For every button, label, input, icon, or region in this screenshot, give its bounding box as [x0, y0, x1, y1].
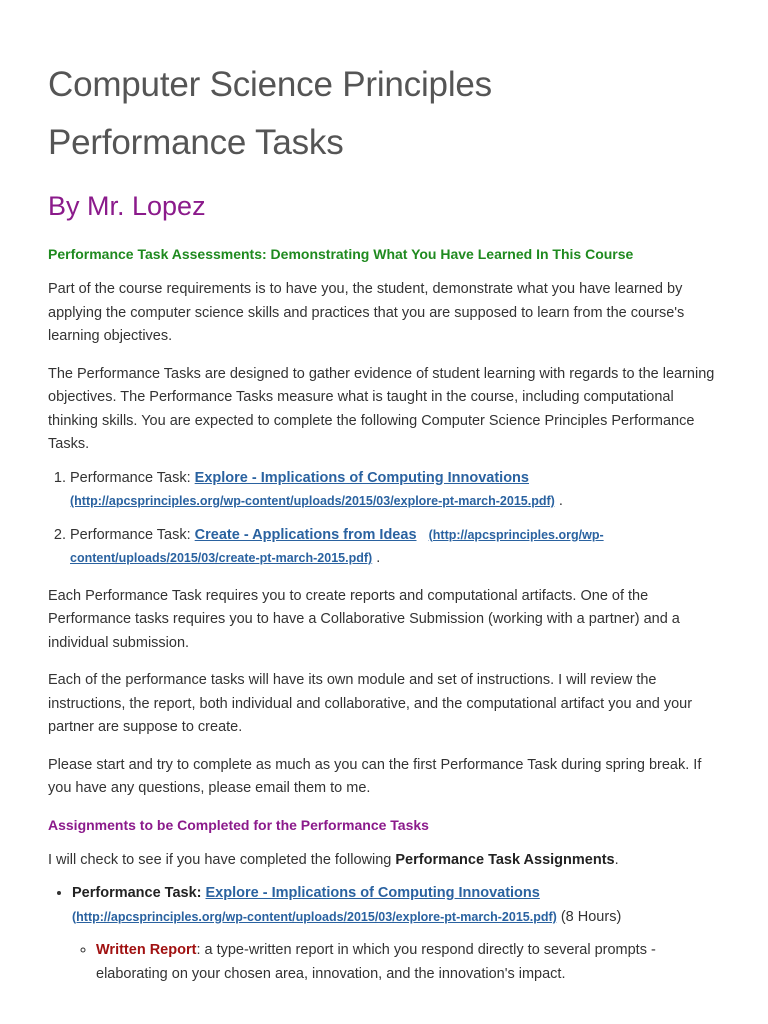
- task-prefix: Performance Task:: [70, 526, 195, 543]
- create-task-link[interactable]: Create - Applications from Ideas: [194, 526, 417, 543]
- explore-task-link[interactable]: Explore - Implications of Computing Innovations: [194, 469, 529, 486]
- paragraph-spring-break: Please start and try to complete as much as you can the first Performance Task during spring break. If you have any questions, please email them to me.: [48, 756, 702, 796]
- explore-pdf-link[interactable]: (http://apcsprinciples.org/wp-content/uploads/2015/03/explore-pt-march-2015.pdf): [70, 494, 555, 508]
- title-line-2: Performance Tasks: [48, 123, 344, 162]
- paragraph-performance-tasks: The Performance Tasks are designed to gather evidence of student learning with regards to the learning objectives. The Performance Tasks measure what is taught in the course, including computational thinking skills. You are expected to complete the following Computer Science Principles Performance Tasks.: [48, 365, 715, 452]
- task-suffix: .: [372, 550, 381, 566]
- written-report-text: : a type-written report in which you respond directly to several prompts - elaborating on your chosen area, innovation, and the innovation's impact.: [96, 942, 656, 982]
- assignment-item-explore: [72, 882, 720, 986]
- task-prefix: Performance Task:: [70, 469, 195, 486]
- assignment-hours: (8 Hours): [556, 908, 622, 925]
- assignment-label: Performance Task:: [72, 885, 206, 901]
- title-line-1: Computer Science Principles: [48, 65, 492, 104]
- page-title: [48, 56, 720, 172]
- written-report-item: [96, 939, 720, 986]
- task-suffix: .: [554, 493, 563, 509]
- assignment-pdf-link[interactable]: (http://apcsprinciples.org/wp-content/uploads/2015/03/explore-pt-march-2015.pdf): [72, 909, 557, 924]
- task-item-create: [70, 524, 720, 571]
- task-item-explore: [70, 467, 720, 514]
- assignments-bold: Performance Task Assignments: [395, 851, 615, 868]
- section-heading-assignments: Assignments to be Completed for the Performance Tasks: [48, 816, 429, 833]
- paragraph-check: I will check to see if you have completed the following Performance Task Assignments.: [48, 851, 619, 868]
- assignment-list: [48, 882, 720, 986]
- paragraph-modules: Each of the performance tasks will have its own module and set of instructions. I will review the instructions, the report, both individual and collaborative, and the computational artifact you and your partner are suppose to create.: [48, 672, 693, 735]
- assignment-sublist: [72, 939, 720, 986]
- assignment-explore-link[interactable]: Explore - Implications of Computing Innovations: [205, 885, 540, 901]
- create-pdf-link[interactable]: (http://apcsprinciples.org/wp-content/uploads/2015/03/create-pt-march-2015.pdf): [70, 527, 604, 565]
- section-heading-assessments: Performance Task Assessments: Demonstrating What You Have Learned In This Course: [48, 246, 634, 262]
- written-report-label: Written Report: [96, 942, 197, 958]
- paragraph-requirements: Part of the course requirements is to have you, the student, demonstrate what you have learned by applying the computer science skills and practices that you are supposed to learn from the course's learning objectives.: [48, 281, 685, 344]
- author-byline: By Mr. Lopez: [48, 191, 206, 221]
- paragraph-reports: Each Performance Task requires you to create reports and computational artifacts. One of the Performance tasks requires you to have a Collaborative Submission (working with a partner) and a individual submission.: [48, 587, 680, 651]
- task-list: [48, 467, 720, 571]
